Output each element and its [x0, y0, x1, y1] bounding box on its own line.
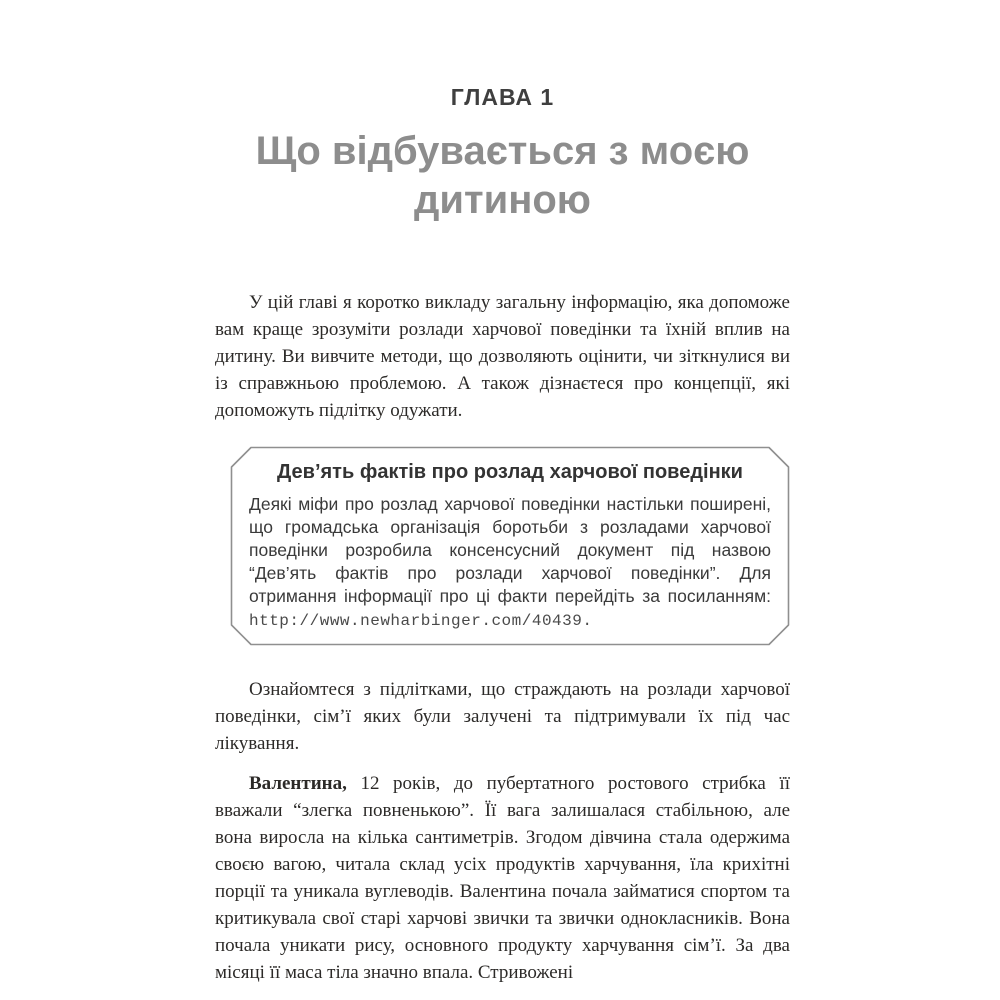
chapter-title: Що відбувається з моєю дитиною	[255, 129, 750, 222]
url-text: http://www.newharbinger.com/40439.	[249, 611, 593, 630]
case-study-paragraph	[215, 770, 790, 986]
nine-facts-callout-box	[230, 446, 790, 646]
case-study-name: Валентина,	[249, 772, 347, 794]
case-study-text: 12 років, до пубертатного ростового стрибка її вважали “злегка повненькою”. Її вага залишалася стабільною, але вона виросла на кілька сантиметрів. Згодом дівчина стала одержима своєю вагою, читала склад усіх продуктів харчування, їла крихітні порції та уникала вуглеводів. Валентина почала займатися спортом та критикувала свої старі харчові звички та звички однокласників. Вона почала уникати рису, основного продукту харчування сім’ї. За два місяці її маса тіла значно впала. Стривожені	[215, 772, 790, 983]
callout-body	[249, 493, 771, 633]
callout-body-text: Деякі міфи про розлад харчової поведінки настільки поширені, що громадська організація боротьби з розладами харчової поведінки розробила консенсусний документ під назвою “Дев’ять фактів про розлади харчової поведінки”. Для отримання інформації про ці факти перейдіть за посиланням:	[249, 493, 771, 606]
chapter-label: ГЛАВА 1	[450, 84, 555, 110]
callout-title: Дев’ять фактів про розлад харчової поведінки	[277, 460, 743, 483]
families-paragraph: Ознайомтеся з підлітками, що страждають на розлади харчової поведінки, сім’ї яких були залучені та підтримували їх під час лікування.	[215, 678, 790, 754]
intro-paragraph: У цій главі я коротко викладу загальну інформацію, яка допоможе вам краще зрозуміти розлади харчової поведінки та їхній вплив на дитину. Ви вивчите методи, що дозволяють оцінити, чи зіткнулися ви із справжньою проблемою. А також дізнаєтеся про концепції, які допоможуть підлітку одужати.	[215, 291, 790, 421]
